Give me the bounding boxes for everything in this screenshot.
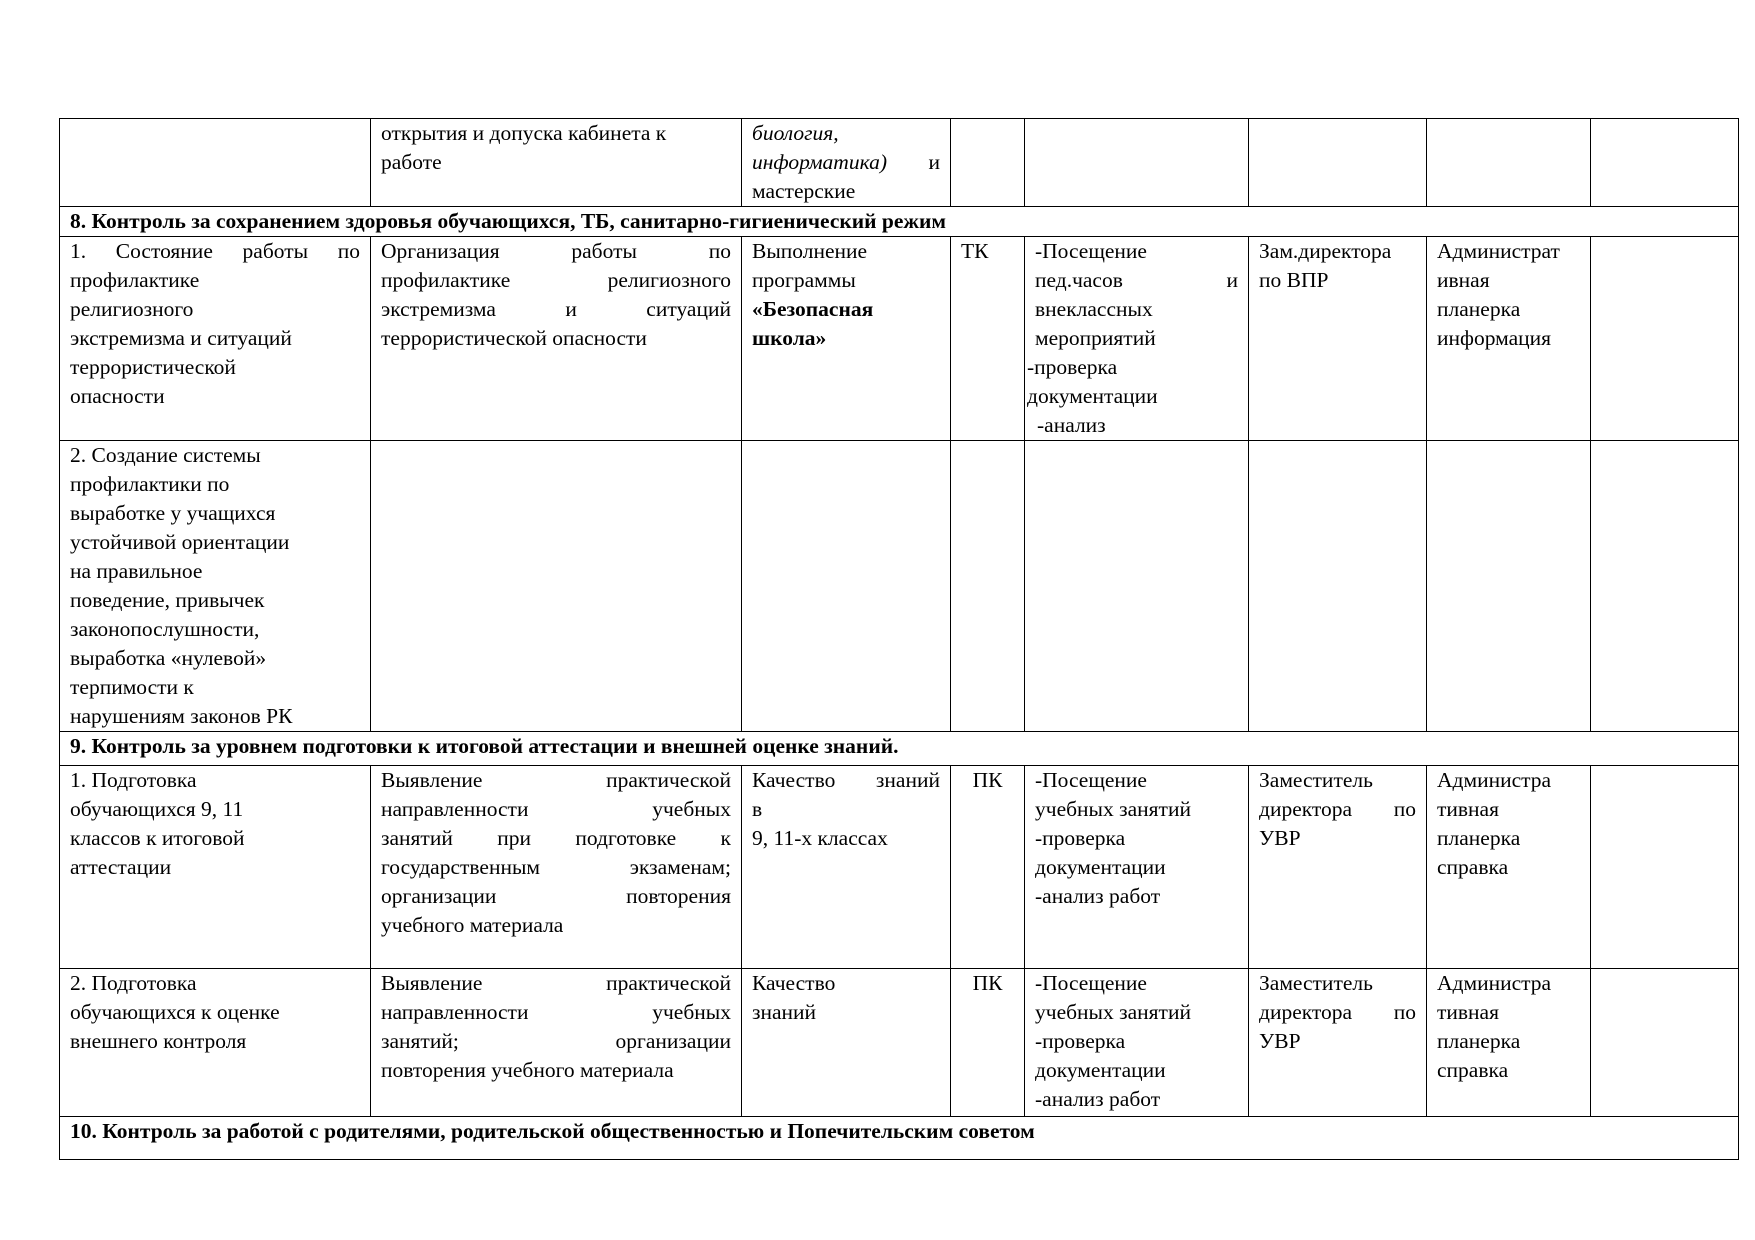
control-plan-table <box>59 118 1739 1160</box>
table-cell-methods <box>1025 237 1249 441</box>
cell-text: устойчивой ориентации <box>70 530 290 554</box>
cell-text: -проверка <box>1027 355 1118 379</box>
table-cell-type <box>951 237 1025 441</box>
table-cell-object <box>742 969 951 1117</box>
cell-text: учебных занятий <box>1035 797 1191 821</box>
cell-text: Администрат <box>1437 239 1560 263</box>
cell-text: занятий; организации <box>381 1029 731 1053</box>
table-cell-object <box>742 237 951 441</box>
cell-text: Организация работы по <box>381 239 731 263</box>
table-cell <box>371 441 742 732</box>
table-cell-goal <box>371 237 742 441</box>
table-cell-topic <box>60 969 371 1117</box>
cell-text: планерка <box>1437 1029 1521 1053</box>
table-cell-responsible <box>1249 237 1427 441</box>
section-title: 9. Контроль за уровнем подготовки к итоговой аттестации и внешней оценке знаний. <box>60 732 1739 766</box>
cell-text: нарушениям законов РК <box>70 704 293 728</box>
cell-text: программы <box>752 268 856 292</box>
table-cell <box>951 441 1025 732</box>
table-row <box>60 441 1739 732</box>
table-cell-responsible <box>1249 969 1427 1117</box>
table-cell-methods <box>1025 766 1249 969</box>
cell-text: тивная <box>1437 797 1499 821</box>
cell-text: аттестации <box>70 855 172 879</box>
cell-text: директора по <box>1259 1000 1416 1024</box>
cell-text: УВР <box>1259 826 1301 850</box>
cell-text: -Посещение <box>1035 239 1147 263</box>
table-cell <box>1025 119 1249 207</box>
table-cell <box>1249 119 1427 207</box>
cell-text: занятий при подготовке к <box>381 826 731 850</box>
cell-text: религиозного <box>70 297 194 321</box>
table-cell-responsible <box>1249 766 1427 969</box>
cell-text: -анализ работ <box>1035 884 1161 908</box>
cell-text: учебных занятий <box>1035 1000 1191 1024</box>
section-title: 8. Контроль за сохранением здоровья обучающихся, ТБ, санитарно-гигиенический режим <box>60 207 1739 237</box>
cell-text: ТК <box>961 239 989 263</box>
cell-text: учебного материала <box>381 913 564 937</box>
cell-text: Выявление практической <box>381 768 731 792</box>
table-cell <box>1249 441 1427 732</box>
cell-text: по ВПР <box>1259 268 1329 292</box>
cell-text: ивная <box>1437 268 1490 292</box>
cell-text: государственным экзаменам; <box>381 855 731 879</box>
cell-text: Качество знаний <box>752 768 940 792</box>
cell-text: в <box>752 797 763 821</box>
table-cell-topic <box>60 441 371 732</box>
cell-text: справка <box>1437 1058 1509 1082</box>
cell-text: документации <box>1035 1058 1166 1082</box>
table-cell <box>371 119 742 207</box>
table-cell-object <box>742 766 951 969</box>
table-cell-methods <box>1025 969 1249 1117</box>
cell-text: обучающихся 9, 11 <box>70 797 244 821</box>
cell-text-bold: «Безопасная <box>752 297 874 321</box>
cell-text: Выявление практической <box>381 971 731 995</box>
cell-text: знаний <box>752 1000 817 1024</box>
cell-text: терпимости к <box>70 675 194 699</box>
table-row <box>60 119 1739 207</box>
cell-text: профилактике религиозного <box>381 268 731 292</box>
cell-text: экстремизма и ситуаций <box>70 326 292 350</box>
cell-text: на правильное <box>70 559 203 583</box>
cell-text: работе <box>381 150 442 174</box>
cell-text: -проверка <box>1035 826 1126 850</box>
table-cell <box>742 119 951 207</box>
table-cell-type <box>951 766 1025 969</box>
cell-text: пед.часов и <box>1035 268 1238 292</box>
cell-text: террористической <box>70 355 236 379</box>
table-cell-topic <box>60 766 371 969</box>
cell-text: справка <box>1437 855 1509 879</box>
cell-text: законопослушности, <box>70 617 260 641</box>
cell-text: 9, 11-х классах <box>752 826 888 850</box>
cell-text: ПК <box>972 971 1003 995</box>
table-cell <box>742 441 951 732</box>
cell-text: документации <box>1027 384 1158 408</box>
cell-text: направленности учебных <box>381 1000 731 1024</box>
cell-text: внешнего контроля <box>70 1029 247 1053</box>
cell-text: профилактике <box>70 268 200 292</box>
cell-text: Администра <box>1437 768 1552 792</box>
cell-text: документации <box>1035 855 1166 879</box>
cell-text: профилактики по <box>70 472 230 496</box>
cell-text: тивная <box>1437 1000 1499 1024</box>
cell-text: направленности учебных <box>381 797 731 821</box>
table-row <box>60 969 1739 1117</box>
cell-text: опасности <box>70 384 165 408</box>
cell-text: открытия и допуска кабинета к <box>381 121 667 145</box>
table-cell-goal <box>371 766 742 969</box>
cell-text: внеклассных <box>1035 297 1153 321</box>
table-cell-result <box>1427 969 1591 1117</box>
cell-text-bold: школа» <box>752 326 827 350</box>
cell-text: 2. Создание системы <box>70 443 261 467</box>
cell-text: 2. Подготовка <box>70 971 197 995</box>
cell-text: мастерские <box>752 179 856 203</box>
table-cell <box>1591 119 1739 207</box>
cell-text: повторения учебного материала <box>381 1058 674 1082</box>
table-row <box>60 766 1739 969</box>
cell-text: директора по <box>1259 797 1416 821</box>
table-cell-goal <box>371 969 742 1117</box>
cell-text: Заместитель <box>1259 971 1373 995</box>
cell-text: экстремизма и ситуаций <box>381 297 731 321</box>
cell-text: 1. Подготовка <box>70 768 197 792</box>
table-cell <box>1591 441 1739 732</box>
table-cell-result <box>1427 766 1591 969</box>
table-cell-type <box>951 969 1025 1117</box>
cell-text: ПК <box>972 768 1003 792</box>
cell-text: террористической опасности <box>381 326 647 350</box>
cell-text: и <box>928 150 940 174</box>
table-cell <box>951 119 1025 207</box>
cell-text: организации повторения <box>381 884 731 908</box>
cell-text: -анализ <box>1037 413 1106 437</box>
table-cell <box>1591 237 1739 441</box>
table-cell <box>1427 119 1591 207</box>
cell-text: Администра <box>1437 971 1552 995</box>
table-cell <box>1591 766 1739 969</box>
cell-text: планерка <box>1437 826 1521 850</box>
table-row <box>60 237 1739 441</box>
table-cell-result <box>1427 237 1591 441</box>
cell-text-italic: информатика) <box>752 150 888 174</box>
cell-text: УВР <box>1259 1029 1301 1053</box>
table-cell <box>60 119 371 207</box>
cell-text: классов к итоговой <box>70 826 245 850</box>
section-header-row <box>60 732 1739 766</box>
cell-text: -проверка <box>1035 1029 1126 1053</box>
table-cell <box>1427 441 1591 732</box>
cell-text: выработка «нулевой» <box>70 646 267 670</box>
cell-text: 1. Состояние работы по <box>70 239 360 263</box>
section-title: 10. Контроль за работой с родителями, родительской общественностью и Попечительским советом <box>60 1117 1739 1160</box>
cell-text: Качество <box>752 971 836 995</box>
cell-text: мероприятий <box>1035 326 1156 350</box>
section-header-row <box>60 1117 1739 1160</box>
section-header-row <box>60 207 1739 237</box>
table-cell-topic <box>60 237 371 441</box>
cell-text: Зам.директора <box>1259 239 1392 263</box>
cell-text: -Посещение <box>1035 768 1147 792</box>
cell-text: поведение, привычек <box>70 588 265 612</box>
table-cell <box>1025 441 1249 732</box>
cell-text: Заместитель <box>1259 768 1373 792</box>
cell-text: -Посещение <box>1035 971 1147 995</box>
table-cell <box>1591 969 1739 1117</box>
cell-text: Выполнение <box>752 239 868 263</box>
cell-text-italic: биология, <box>752 121 839 145</box>
cell-text: обучающихся к оценке <box>70 1000 280 1024</box>
cell-text: планерка <box>1437 297 1521 321</box>
cell-text: информация <box>1437 326 1552 350</box>
cell-text: -анализ работ <box>1035 1087 1161 1111</box>
cell-text: выработке у учащихся <box>70 501 276 525</box>
